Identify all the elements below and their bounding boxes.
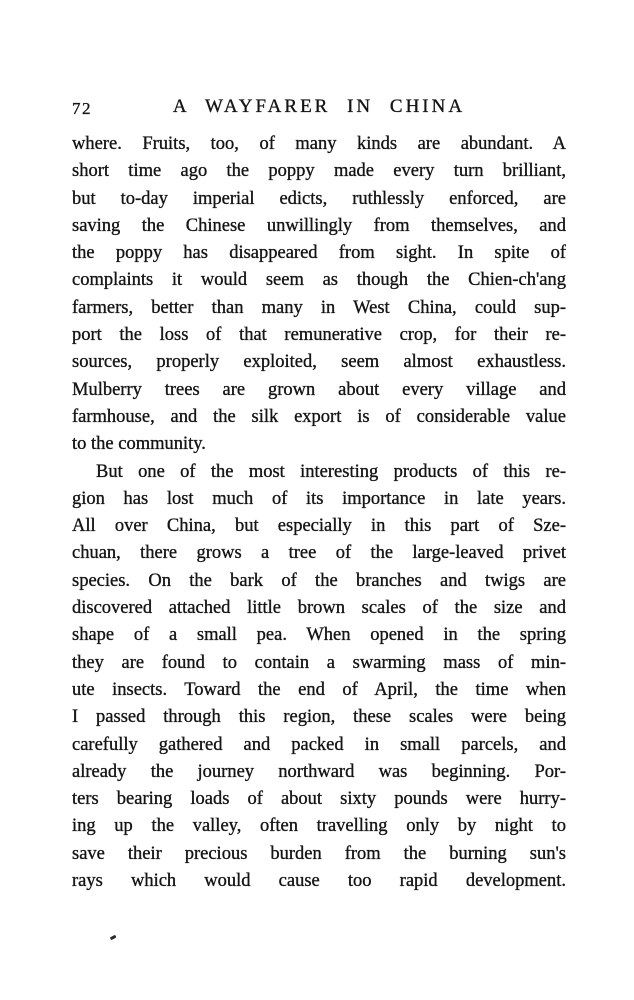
text-line-7: farmers, better than many in West China, could sup- — [72, 297, 566, 318]
text-line-8: port the loss of that remunerative crop, for their re- — [72, 325, 566, 346]
text-line-1: where. Fruits, too, of many kinds are abundant. A — [72, 134, 566, 154]
text-line-26: ing up the valley, often travelling only by night to — [72, 816, 566, 837]
text-line-15: All over China, but especially in this part of Sze- — [72, 516, 566, 537]
text-line-13: But one of the most interesting products of this re- — [96, 461, 566, 482]
text-line-19: shape of a small pea. When opened in the spring — [72, 625, 566, 646]
ink-speck — [110, 935, 116, 940]
text-line-11: farmhouse, and the silk export is of considerable value — [72, 406, 566, 427]
text-line-10: Mulberry trees are grown about every village and — [72, 379, 566, 400]
text-line-25: ters bearing loads of about sixty pounds were hurry- — [72, 789, 566, 810]
text-line-2: short time ago the poppy made every turn brilliant, — [72, 161, 566, 182]
text-line-23: carefully gathered and packed in small parcels, and — [72, 734, 566, 755]
running-title: A WAYFARER IN CHINA — [172, 96, 466, 117]
text-line-14: gion has lost much of its importance in late years. — [72, 488, 566, 509]
text-line-18: discovered attached little brown scales of the size and — [72, 598, 566, 619]
page-body — [72, 131, 566, 895]
text-line-16: chuan, there grows a tree of the large-leaved privet — [72, 543, 566, 564]
text-line-6: complaints it would seem as though the Chien-ch'ang — [72, 270, 566, 291]
text-line-20: they are found to contain a swarming mass of min- — [72, 652, 566, 673]
text-line-4: saving the Chinese unwillingly from themselves, and — [72, 215, 566, 236]
page-number: 72 — [72, 99, 92, 118]
text-line-12: to the community. — [72, 434, 206, 455]
text-line-5: the poppy has disappeared from sight. In spite of — [72, 243, 566, 264]
text-line-21: ute insects. Toward the end of April, the time when — [72, 679, 566, 700]
text-line-28: rays which would cause too rapid development. — [72, 871, 566, 892]
text-line-17: species. On the bark of the branches and twigs are — [72, 570, 566, 591]
text-line-22: I passed through this region, these scales were being — [72, 707, 566, 728]
text-line-24: already the journey northward was beginning. Por- — [72, 761, 566, 782]
text-line-27: save their precious burden from the burning sun's — [72, 843, 566, 864]
text-line-3: but to-day imperial edicts, ruthlessly enforced, are — [72, 188, 566, 209]
page-header — [72, 96, 566, 122]
text-line-9: sources, properly exploited, seem almost exhaustless. — [72, 352, 566, 373]
